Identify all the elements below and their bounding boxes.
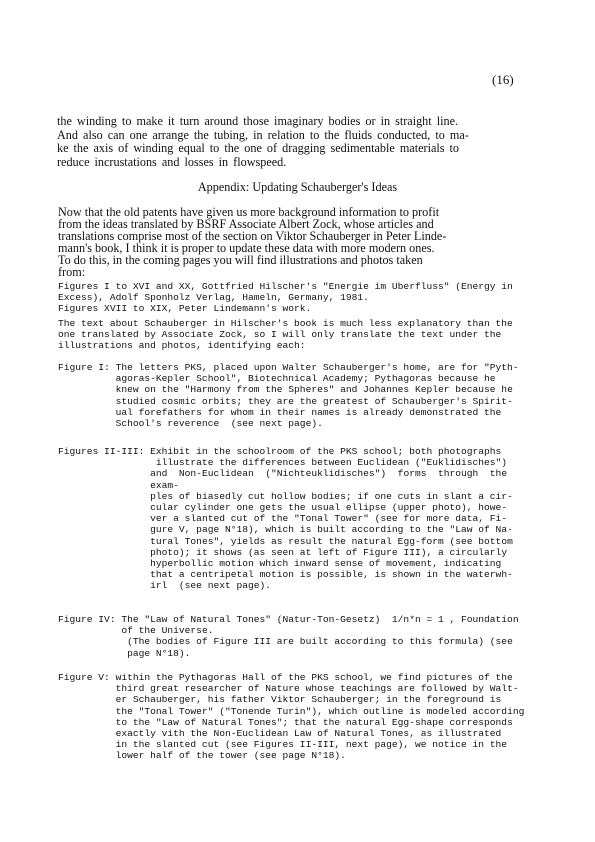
translation-note: The text about Schauberger in Hilscher's book is much less explanatory than the one translated by Associate Zock, so I will only translate the text under the illustrations and photos, identifying each:	[58, 318, 513, 352]
figure-4-caption: Figure IV: The "Law of Natural Tones" (Natur-Ton-Gesetz) 1/n*n = 1 , Foundation of the Universe. (The bodies of Figure III are built according to this formula) (see page N°18).	[58, 614, 519, 659]
appendix-title: Appendix: Updating Schauberger's Ideas	[197, 180, 398, 194]
sources-list: Figures I to XVI and XX, Gottfried Hilscher's "Energie im Uberfluss" (Energy in Excess), Adolf Sponholz Verlag, Hameln, Germany, 1981. Figures XVII to XIX, Peter Lindemann's work.	[58, 281, 513, 315]
figure-1-caption: Figure I: The letters PKS, placed upon Walter Schauberger's home, are for "Pyth- agoras-Kepler School", Biotechnical Academy; Pythagoras because he knew on the "Harmony from the Spheres" and Johannes Kepler because he studied cosmic orbits; they are the greatest of Schauberger's Spirit- ual forefathers for whom in their names is already demonstrated the School's reverence (see next page).	[58, 362, 519, 430]
appendix-paragraph: Now that the old patents have given us more background information to profit from the ideas translated by BSRF Associate Albert Zock, whose articles and translations comprise most of the section on Viktor Schauberger in Peter Linde- mann's book, I think it is proper to update these data with more modern ones. To do this, in the coming pages you will find illustrations and photos taken from:	[58, 205, 447, 280]
figure-5-caption: Figure V: within the Pythagoras Hall of the PKS school, we find pictures of the third great researcher of Nature whose teachings are followed by Walt- er Schauberger, his father Viktor Schauberger; in the foreground is the "Tonal Tower" ("Tonende Turin"), which outline is modeled according to the "Law of Natural Tones"; that the natural Egg-shape corresponds exactly vith the Non-Euclidean Law of Natural Tones, as illustrated in the slanted cut (see Figures II-III, next page), we notice in the lower half of the tower (see page N°18).	[58, 672, 525, 762]
intro-paragraph: the winding to make it turn around those imaginary bodies or in straight line. And also can one arrange the tubing, in relation to the fluids conducted, to ma- ke the axis of winding equal to the one of dragging sedimentable materials to reduce incrustations and losses in flowspeed.	[57, 114, 469, 169]
page-number: (16)	[492, 72, 514, 87]
figure-2-3-caption: Figures II-III: Exhibit in the schoolroom of the PKS school; both photographs illustrate the differences between Euclidean ("Euklidisches") and Non-Euclidean ("Nichteuklidisches") forms through the exam- ples of biasedly cut hollow bodies; if one cuts in slant a cir- cular cylinder one gets the usual ellipse (upper photo), howe- ver a slanted cut of the "Tonal Tower" (see for more data, Fi- gure V, page N°18), which is built according to the "Law of Na- tural Tones", yields as result the natural Egg-form (see bottom photo); it shows (as seen at left of Figure III), a circularly hyperbollic motion which inward sense of movement, indicating that a centripetal motion is possible, is shown in the waterwh- irl (see next page).	[58, 446, 513, 592]
